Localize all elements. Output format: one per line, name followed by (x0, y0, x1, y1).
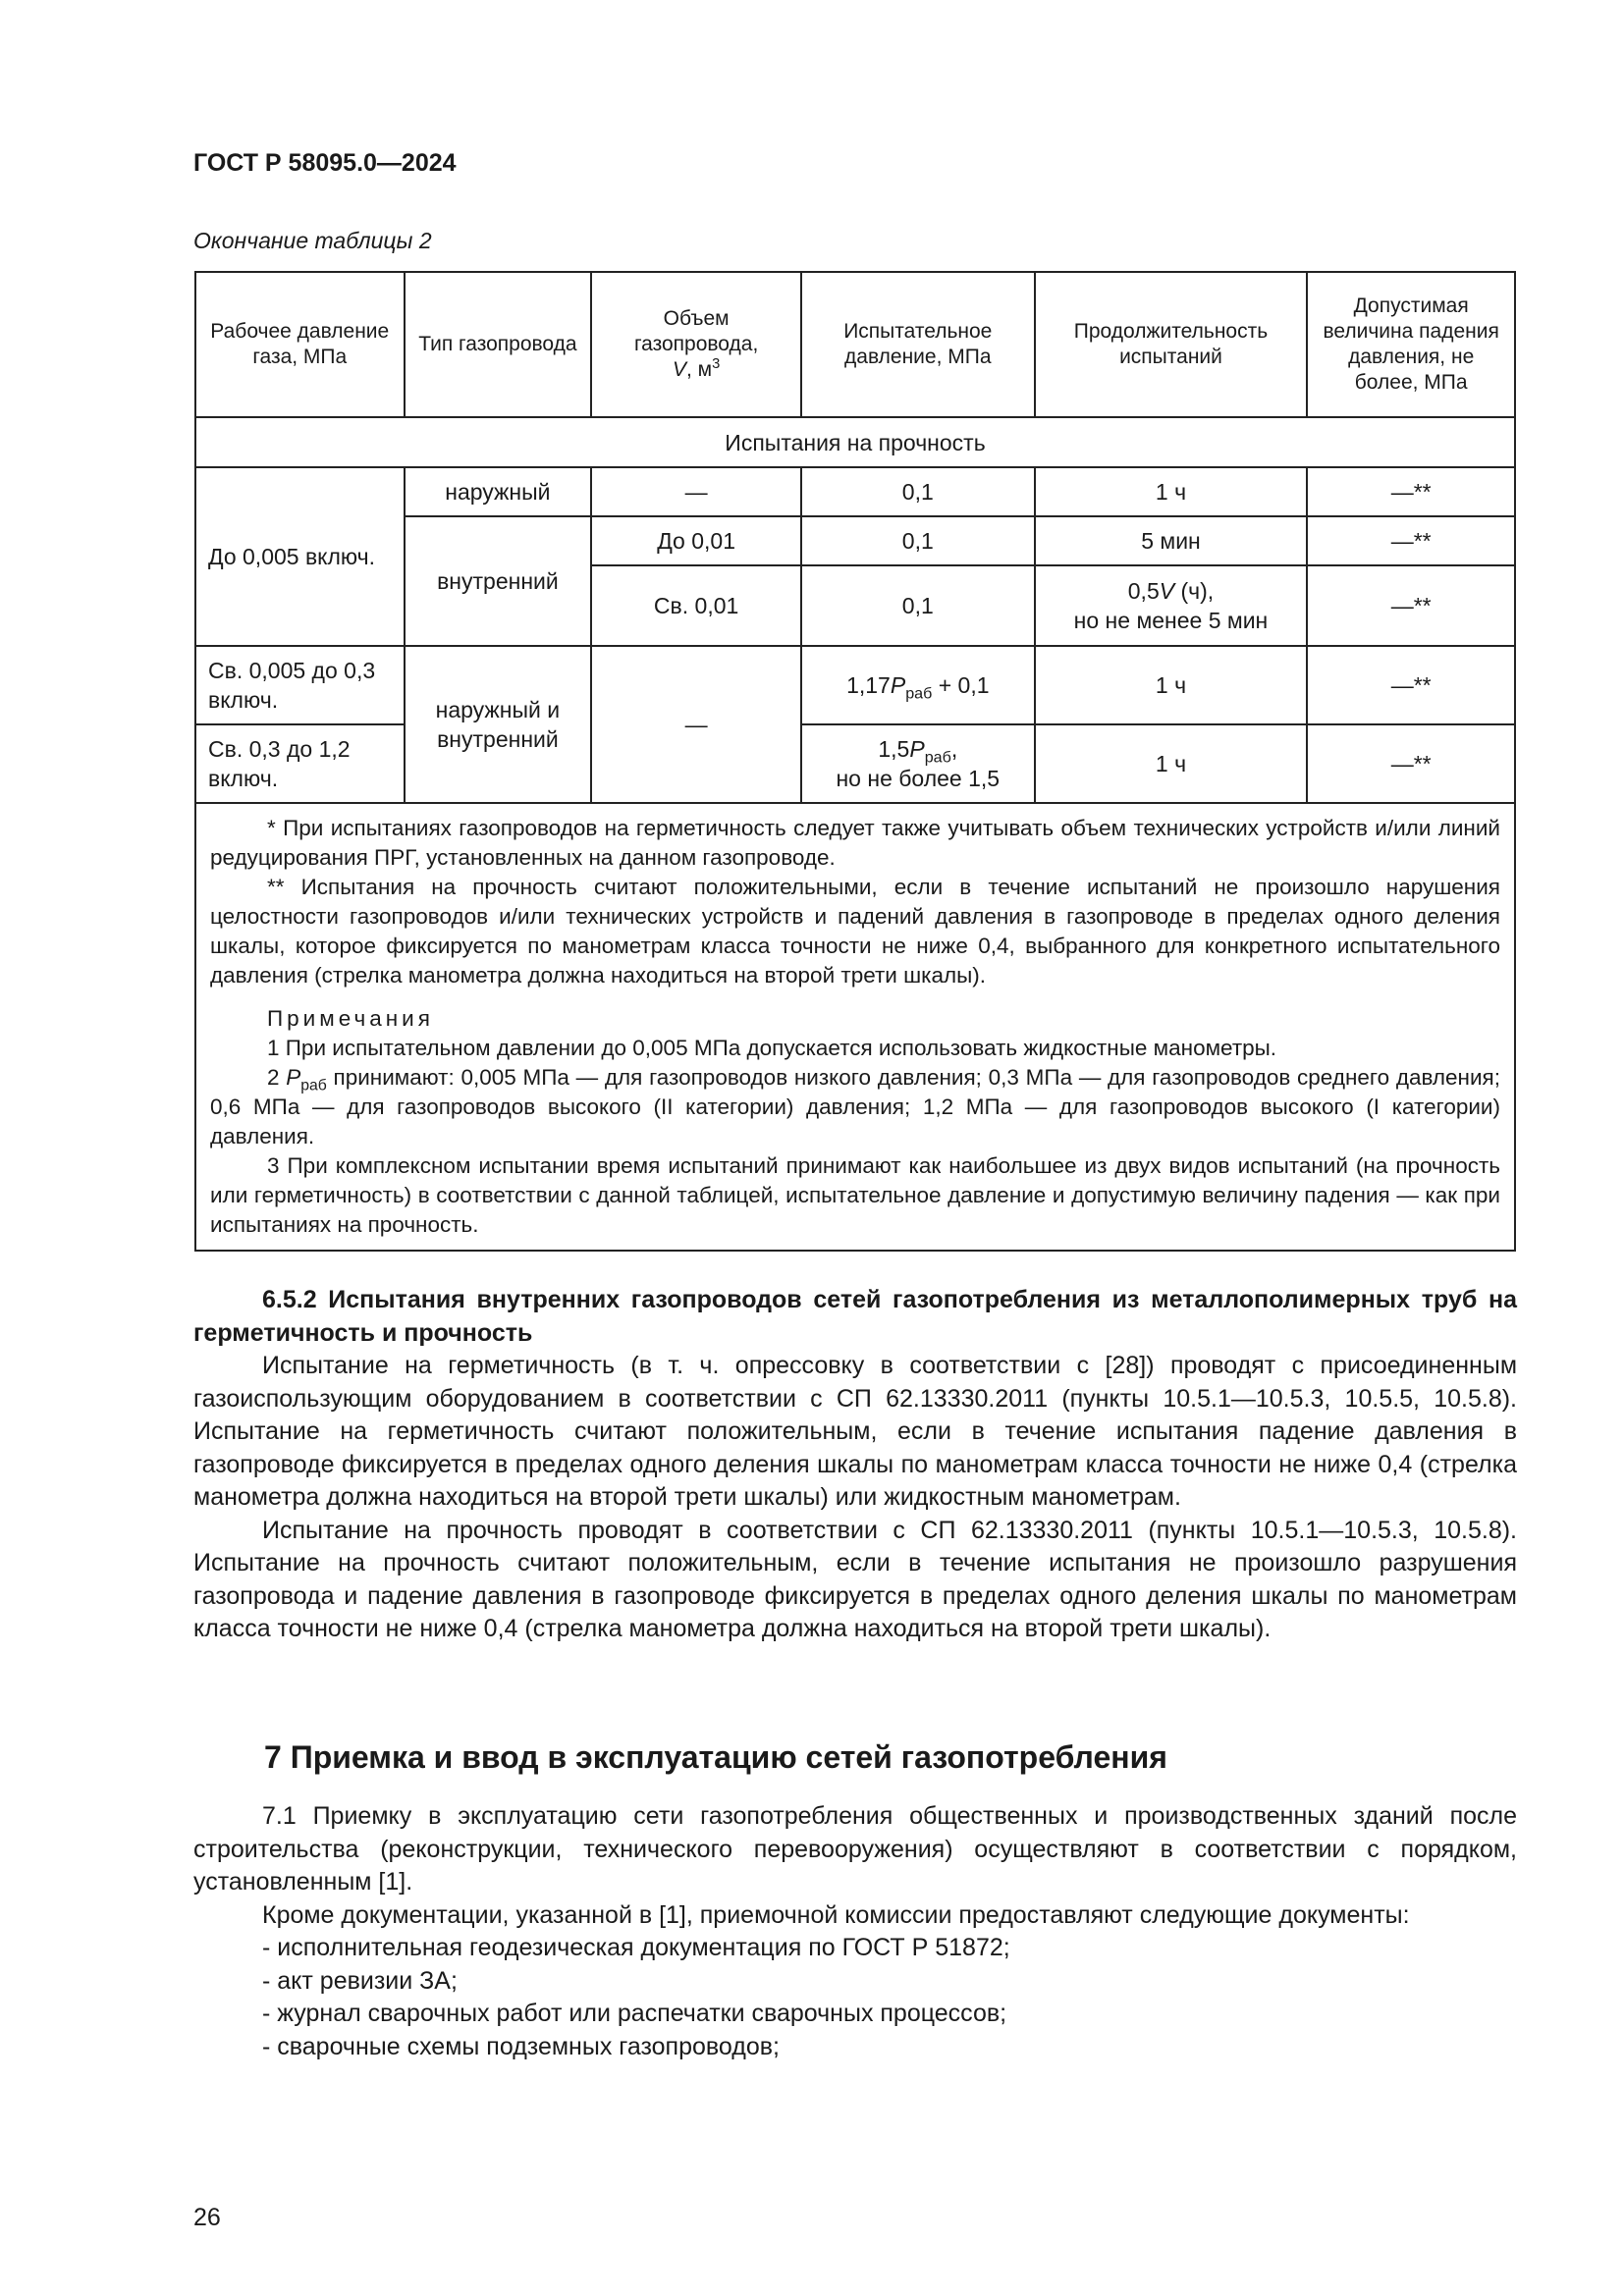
duration-value: 0,5 (1127, 578, 1160, 604)
cell-pressure: Св. 0,3 до 1,2 включ. (195, 724, 405, 803)
cell-duration: 1 ч (1035, 724, 1308, 803)
col-header-volume-label: Объем газопровода, (633, 307, 759, 355)
col-header-volume (591, 272, 801, 417)
test-pressure-var: P (909, 736, 925, 762)
table-caption: Окончание таблицы 2 (193, 228, 432, 253)
test-table (194, 271, 1516, 1252)
col-header-allowed-drop: Допустимая величина падения давления, не более, МПа (1307, 272, 1515, 417)
table-row (195, 646, 1515, 724)
test-pressure-line2: но не более 1,5 (836, 766, 1001, 791)
table-row (195, 724, 1515, 803)
cell-type: наружный (405, 467, 592, 516)
note-3: 3 При комплексном испытании время испытаний принимают как наибольшее из двух видов испытаний (на прочность или герметичность) в соответствии с данной таблицей, испытательное давление и допустимую величину падения — как при испытаниях на прочность. (210, 1153, 1500, 1237)
list-item: - исполнительная геодезическая документация по ГОСТ Р 51872; (262, 1934, 1010, 1961)
cell-allowed-drop: —** (1307, 516, 1515, 565)
cell-pressure: Св. 0,005 до 0,3 включ. (195, 646, 405, 724)
paragraph: Испытание на герметичность (в т. ч. опрессовку в соответствии с [28]) проводят с присоединенным газоиспользующим оборудованием в соответствии с СП 62.13330.2011 (пункты 10.5.1—10.5.3, 10.5.5, 10.5.8). Испытание на герметичность считают положительным, если в течение испытания падение давления в газопроводе фиксируется в пределах одного деления шкалы по манометрам класса точности не ниже 0,4 (стрелка манометра должна находиться на второй трети шкалы) или жидкостным манометрам. (193, 1352, 1517, 1511)
table-section-row (195, 417, 1515, 467)
test-pressure-sub: раб (924, 748, 951, 767)
list-item: - сварочные схемы подземных газопроводов; (262, 2032, 780, 2060)
cell-volume: — (591, 467, 801, 516)
notes-title: Примечания (267, 1006, 434, 1031)
col-header-pressure: Рабочее давление газа, МПа (195, 272, 405, 417)
cell-type: внутренний (405, 516, 592, 646)
cell-pressure: До 0,005 включ. (195, 467, 405, 646)
test-pressure-sub: раб (905, 684, 933, 703)
col-header-type: Тип газопровода (405, 272, 592, 417)
section-7-body (193, 1800, 1517, 2063)
note-2-number: 2 (267, 1065, 287, 1090)
test-pressure-coef: 1,5 (878, 736, 910, 762)
duration-unit: (ч), (1174, 578, 1215, 604)
test-pressure-add: + 0,1 (932, 672, 990, 698)
col-header-volume-unit: , м (685, 358, 713, 381)
table-row (195, 467, 1515, 516)
cell-test-pressure (801, 724, 1035, 803)
cell-allowed-drop: —** (1307, 467, 1515, 516)
footnote-1: * При испытаниях газопроводов на герметичность следует также учитывать объем технических устройств и/или линий редуцирования ПРГ, установленных на данном газопроводе. (210, 816, 1500, 870)
col-header-volume-sup: 3 (712, 356, 721, 372)
test-pressure-coef: 1,17 (846, 672, 891, 698)
col-header-duration: Продолжительность испытаний (1035, 272, 1308, 417)
cell-volume: — (591, 646, 801, 803)
section-7-heading: 7 Приемка и ввод в эксплуатацию сетей газопотребления (264, 1739, 1167, 1775)
list-item: - журнал сварочных работ или распечатки сварочных процессов; (262, 2000, 1007, 2027)
note-2-var: P (286, 1065, 301, 1090)
cell-duration (1035, 565, 1308, 646)
section-6-5-2-heading: 6.5.2 Испытания внутренних газопроводов сетей газопотребления из металлополимерных труб на герметичность и прочность (193, 1286, 1517, 1347)
list-item: - акт ревизии ЗА; (262, 1966, 458, 1995)
test-pressure-var: P (890, 672, 906, 698)
cell-volume: До 0,01 (591, 516, 801, 565)
cell-duration: 1 ч (1035, 467, 1308, 516)
col-header-volume-var: V (672, 358, 686, 381)
cell-type: наружный и внутренний (405, 646, 592, 803)
cell-test-pressure: 0,1 (801, 565, 1035, 646)
cell-duration: 1 ч (1035, 646, 1308, 724)
test-pressure-comma: , (950, 736, 958, 762)
cell-allowed-drop: —** (1307, 724, 1515, 803)
cell-test-pressure: 0,1 (801, 516, 1035, 565)
paragraph: Испытание на прочность проводят в соответствии с СП 62.13330.2011 (пункты 10.5.1—10.5.3, 10.5.8). Испытание на прочность считают положительным, если в течение испытания не произошло разрушения газопровода и падение давления в газопроводе фиксируется в пределах одного деления шкалы по манометрам класса точности не ниже 0,4 (стрелка манометра должна находиться на второй трети шкалы). (193, 1516, 1517, 1642)
cell-allowed-drop: —** (1307, 565, 1515, 646)
table-footnotes (195, 803, 1515, 1251)
cell-duration: 5 мин (1035, 516, 1308, 565)
table-header-row (195, 272, 1515, 417)
cell-volume: Св. 0,01 (591, 565, 801, 646)
footnote-2: ** Испытания на прочность считают положительными, если в течение испытаний не произошло нарушения целостности газопроводов и/или технических устройств и падений давления в газопроводе в пределах одного деления шкалы, которое фиксируется по манометрам класса точности не ниже 0,4, выбранного для конкретного испытательного давления (стрелка манометра должна находиться на второй трети шкалы). (210, 875, 1500, 988)
section-6-5-2 (193, 1284, 1517, 1646)
paragraph: Кроме документации, указанной в [1], приемочной комиссии предоставляют следующие документы: (262, 1900, 1410, 1929)
note-2 (210, 1063, 1500, 1151)
page-number: 26 (193, 2204, 221, 2231)
cell-allowed-drop: —** (1307, 646, 1515, 724)
duration-var: V (1159, 578, 1175, 604)
note-2-sub: раб (300, 1077, 327, 1095)
cell-test-pressure: 0,1 (801, 467, 1035, 516)
note-2-text: принимают: 0,005 МПа — для газопроводов низкого давления; 0,3 МПа — для газопроводов среднего давления; 0,6 МПа — для газопроводов высокого (II категории) давления; 1,2 МПа — для газопроводов высокого (I категории) давления. (210, 1065, 1500, 1148)
document-code: ГОСТ Р 58095.0—2024 (193, 149, 457, 177)
section-title: Испытания на прочность (195, 417, 1515, 467)
col-header-test-pressure: Испытательное давление, МПа (801, 272, 1035, 417)
duration-line2: но не менее 5 мин (1073, 608, 1269, 633)
table-footnote-row (195, 803, 1515, 1251)
note-1: 1 При испытательном давлении до 0,005 МПа допускается использовать жидкостные манометры. (267, 1036, 1277, 1060)
paragraph: 7.1 Приемку в эксплуатацию сети газопотребления общественных и производственных зданий после строительства (реконструкции, технического перевооружения) осуществляют в соответствии с порядком, установленным [1]. (193, 1802, 1517, 1896)
cell-test-pressure (801, 646, 1035, 724)
